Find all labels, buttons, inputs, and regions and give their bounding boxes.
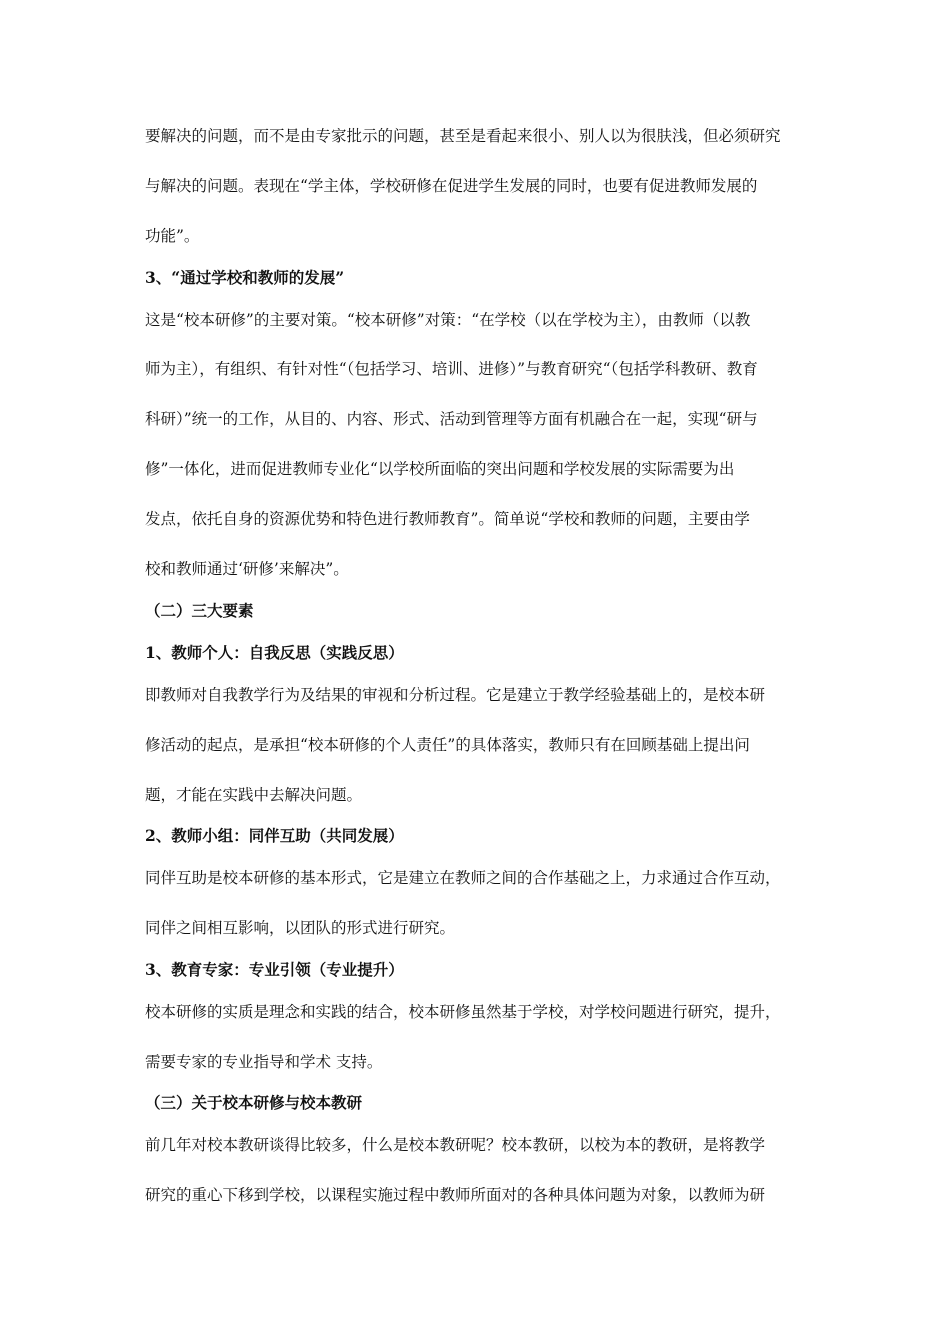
body-line: 研究的重心下移到学校，以课程实施过程中教师所面对的各种具体问题为对象，以教师为研 <box>145 1186 766 1204</box>
body-line: 师为主），有组织、有针对性“（包括学习、培训、进修）”与教育研究“（包括学科教研、教育 <box>145 360 758 378</box>
section-heading: 3、教育专家：专业引领（专业提升） <box>145 960 404 979</box>
body-line: 修活动的起点，是承担“校本研修的个人责任”的具体落实，教师只有在回顾基础上提出问 <box>145 736 750 754</box>
body-line: 发点，依托自身的资源优势和特色进行教师教育”。简单说“学校和教师的问题，主要由学 <box>145 510 750 528</box>
body-line: 校和教师通过‘研修’来解决”。 <box>145 560 349 578</box>
body-line: 要解决的问题，而不是由专家批示的问题，甚至是看起来很小、别人以为很肤浅，但必须研究 <box>145 127 781 145</box>
body-line: 需要专家的专业指导和学术 支持。 <box>145 1053 383 1071</box>
body-line: 功能”。 <box>145 227 200 245</box>
section-heading: （二）三大要素 <box>145 601 254 620</box>
body-line: 即教师对自我教学行为及结果的审视和分析过程。它是建立于教学经验基础上的，是校本研 <box>145 686 766 704</box>
body-line: 同伴互助是校本研修的基本形式，它是建立在教师之间的合作基础之上，力求通过合作互动， <box>145 869 781 887</box>
section-heading: 2、教师小组：同伴互助（共同发展） <box>145 826 404 845</box>
body-line: 修”一体化，进而促进教师专业化“以学校所面临的突出问题和学校发展的实际需要为出 <box>145 460 735 478</box>
body-line: 与解决的问题。表现在“学主体，学校研修在促进学生发展的同时，也要有促进教师发展的 <box>145 177 758 195</box>
section-heading: （三）关于校本研修与校本教研 <box>145 1093 363 1112</box>
body-line: 科研）”统一的工作，从目的、内容、形式、活动到管理等方面有机融合在一起，实现“研与 <box>145 410 758 428</box>
body-line: 前几年对校本教研谈得比较多，什么是校本教研呢？校本教研，以校为本的教研，是将教学 <box>145 1136 766 1154</box>
body-line: 这是“校本研修”的主要对策。“校本研修”对策：“在学校（以在学校为主），由教师（以教 <box>145 311 751 329</box>
body-line: 同伴之间相互影响，以团队的形式进行研究。 <box>145 919 456 937</box>
body-line: 题，才能在实践中去解决问题。 <box>145 786 363 804</box>
section-heading: 3、“通过学校和教师的发展” <box>145 268 345 287</box>
section-heading: 1、教师个人：自我反思（实践反思） <box>145 643 404 662</box>
body-line: 校本研修的实质是理念和实践的结合，校本研修虽然基于学校，对学校问题进行研究，提升， <box>145 1003 781 1021</box>
